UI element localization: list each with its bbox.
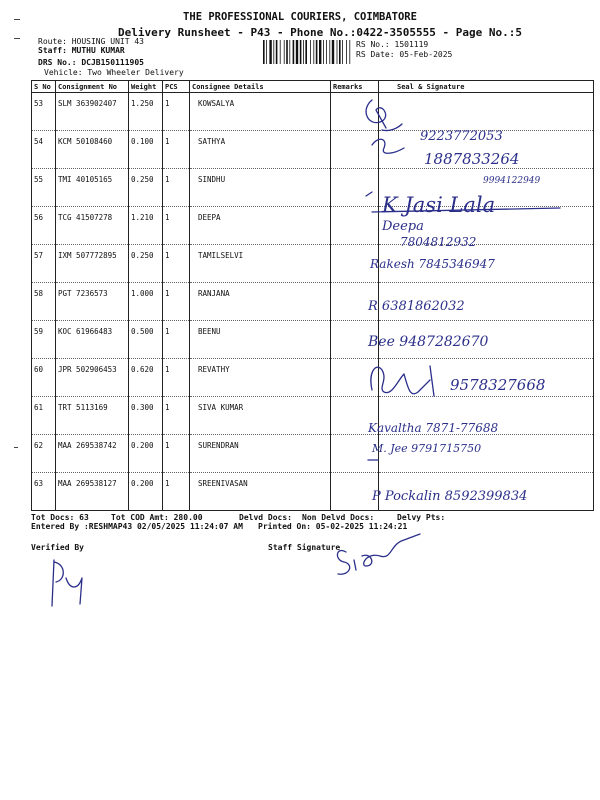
cell-consignee: SIVA KUMAR [190,397,331,435]
cell-sno: 59 [32,321,56,359]
cell-sno: 57 [32,245,56,283]
cell-weight: 1.250 [129,93,163,131]
handwritten-name: Deepa [382,219,424,234]
col-header: PCS [163,81,190,93]
cell-weight: 0.250 [129,169,163,207]
handwritten-name: P Pockalin 8592399834 [372,489,528,504]
non-delivered-docs: Non Delvd Docs: [302,513,375,522]
signature-row-54 [372,129,519,168]
company-title: THE PROFESSIONAL COURIERS, COIMBATORE [183,11,417,23]
col-header: Consignee Details [190,81,331,93]
cell-sno: 60 [32,359,56,397]
handwritten-name: M. Jee 9791715750 [372,442,482,455]
drs-number: DRS No.: DCJB150111905 [38,58,144,67]
signature-row-53 [366,100,402,131]
handwritten-name: Kavaltha 7871-77688 [368,421,499,435]
staff-signature-scribble [337,534,420,574]
cell-weight: 1.000 [129,283,163,321]
rs-number: RS No.: 1501119 [356,40,429,49]
handwritten-name: K Jasi Lala [382,193,496,217]
cell-consignee: SREENIVASAN [190,473,331,511]
signature-row-56 [372,193,560,234]
runsheet-title: Delivery Runsheet - P43 - Phone No.:0422-3505555 - Page No.:5 [118,26,522,39]
cell-consignment: KCM 50108460 [56,131,129,169]
cell-consignment: JPR 502906453 [56,359,129,397]
cell-weight: 0.100 [129,131,163,169]
handwritten-phone: 9578327668 [450,376,546,394]
cell-consignee: TAMILSELVI [190,245,331,283]
cell-consignment: TMI 40105165 [56,169,129,207]
cell-consignee: SINDHU [190,169,331,207]
total-cod: Tot COD Amt: 280.00 [111,513,203,522]
handwritten-phone: Bee 9487282670 [368,334,489,350]
handwritten-phone: 7804812932 [400,235,477,249]
col-header: Weight [129,81,163,93]
cell-pcs: 1 [163,435,190,473]
cell-pcs: 1 [163,473,190,511]
signature-row-61 [367,421,499,435]
cell-weight: 1.210 [129,207,163,245]
cell-consignee: SATHYA [190,131,331,169]
cell-weight: 0.500 [129,321,163,359]
delivery-points: Delvy Pts: [397,513,446,522]
signature-row-60 [371,366,546,396]
cell-pcs: 1 [163,397,190,435]
cell-pcs: 1 [163,359,190,397]
route: Route: HOUSING UNIT 43 [38,37,144,46]
signature-row-58 [367,299,465,314]
handwritten-phone: 9994122949 [483,176,541,186]
rs-date: RS Date: 05-Feb-2025 [356,50,453,59]
cell-consignment: MAA 269538127 [56,473,129,511]
cell-sno: 56 [32,207,56,245]
cell-pcs: 1 [163,131,190,169]
cell-consignee: BEENU [190,321,331,359]
cell-sno: 53 [32,93,56,131]
entered-by: Entered By :RESHMAP43 02/05/2025 11:24:07 AM [31,522,243,531]
cell-weight: 0.300 [129,397,163,435]
signature-row-63 [371,489,527,504]
verified-by-label: Verified By [31,543,84,552]
cell-sno: 55 [32,169,56,207]
staff: Staff: MUTHU KUMAR [38,46,125,55]
cell-sno: 63 [32,473,56,511]
cell-pcs: 1 [163,93,190,131]
cell-sno: 54 [32,131,56,169]
cell-consignment: IXM 507772895 [56,245,129,283]
signature-row-57 [369,235,495,271]
cell-pcs: 1 [163,245,190,283]
signature-row-59 [367,334,488,350]
printed-on: Printed On: 05-02-2025 11:24:21 [258,522,408,531]
cell-consignment: KOC 61966483 [56,321,129,359]
cell-sno: 62 [32,435,56,473]
cell-pcs: 1 [163,321,190,359]
cell-pcs: 1 [163,207,190,245]
col-header: Seal & Signature [379,81,594,93]
cell-consignee: RANJANA [190,283,331,321]
col-header: Remarks [331,81,379,93]
cell-sno: 61 [32,397,56,435]
cell-consignment: TCG 41507278 [56,207,129,245]
delivered-docs: Delvd Docs: [239,513,292,522]
cell-consignee: SURENDRAN [190,435,331,473]
cell-consignee: DEEPA [190,207,331,245]
cell-consignment: MAA 269538742 [56,435,129,473]
cell-weight: 0.200 [129,435,163,473]
handwritten-phone: 1887833264 [424,150,520,168]
vehicle: Vehicle: Two Wheeler Delivery [44,68,184,77]
verified-by-signature [52,560,82,606]
staff-signature-label: Staff Signature [268,543,341,552]
cell-consignee: REVATHY [190,359,331,397]
handwritten-name: Rakesh 7845346947 [370,257,495,271]
handwritten-phone: 9223772053 [420,129,503,144]
cell-consignee: KOWSALYA [190,93,331,131]
cell-weight: 0.620 [129,359,163,397]
cell-pcs: 1 [163,283,190,321]
col-header: Consignment No [56,81,129,93]
cell-consignment: TRT 5113169 [56,397,129,435]
cell-consignment: PGT 7236573 [56,283,129,321]
cell-sno: 58 [32,283,56,321]
cell-consignment: SLM 363902407 [56,93,129,131]
cell-weight: 0.200 [129,473,163,511]
cell-pcs: 1 [163,169,190,207]
signature-row-62 [368,442,481,460]
total-docs: Tot Docs: 63 [31,513,89,522]
col-header: S No [32,81,56,93]
cell-weight: 0.250 [129,245,163,283]
handwritten-phone: R 6381862032 [368,299,465,314]
